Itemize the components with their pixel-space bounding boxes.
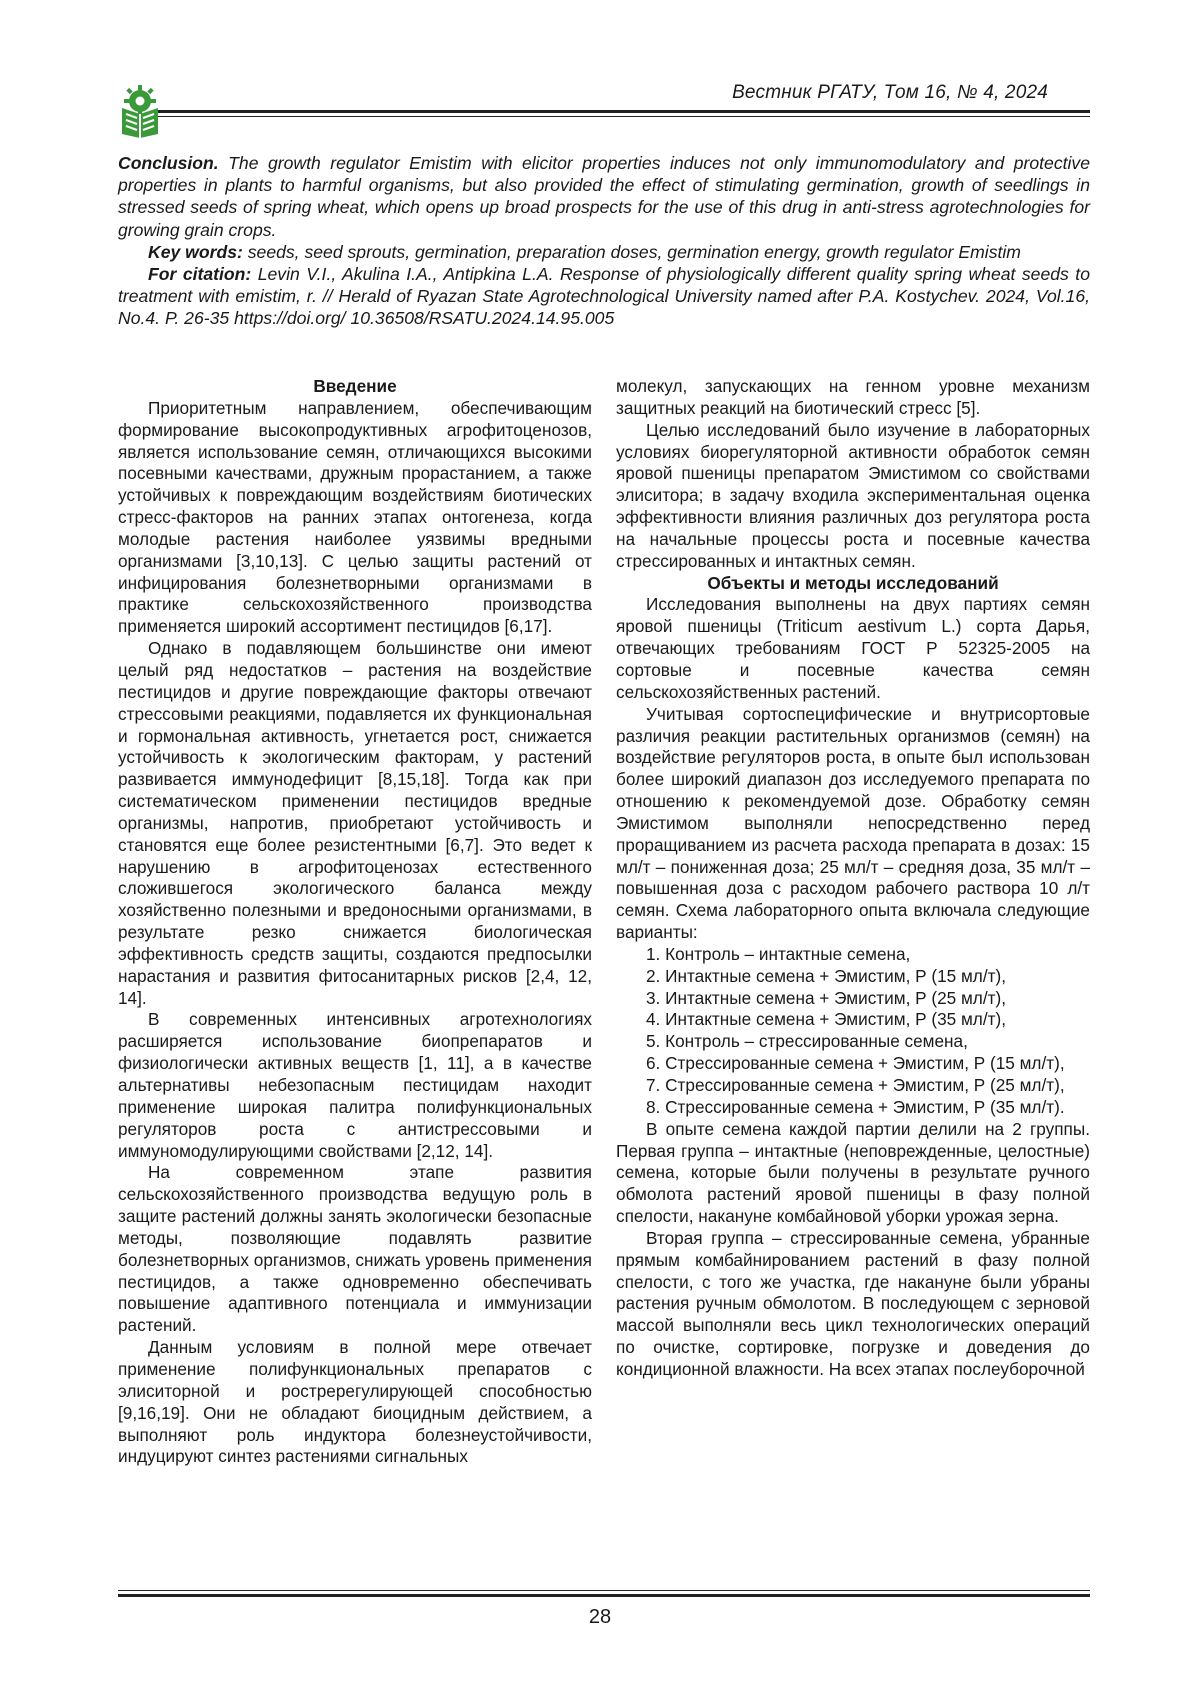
- citation: [118, 263, 1090, 330]
- conclusion-text: The growth regulator Emistim with elicitor properties induces not only immunomodulatory and protective properties in plants to harmful organisms, but also provided the effect of stimulating germination, growth of seedlings in stressed seeds of spring wheat, which opens up broad prospects for the use of this drug in anti-stress agrotechnologies for growing grain crops.: [118, 153, 1090, 240]
- list-item: 8. Стрессированные семена + Эмистим, Р (35 мл/т).: [646, 1096, 1065, 1117]
- paragraph: На современном этапе развития сельскохозяйственного производства ведущую роль в защите растений должны занять экологически безопасные методы, позволяющие подавлять развитие болезнетворных организмов, снижать уровень применения пестицидов, а также одновременно обеспечивать повышение адаптивного потенциала и иммунизации растений.: [118, 1162, 592, 1336]
- right-column: [616, 376, 1090, 1381]
- page-number: 28: [588, 1606, 612, 1628]
- list-item: 4. Интактные семена + Эмистим, Р (35 мл/т),: [646, 1009, 1006, 1030]
- keywords-text: seeds, seed sprouts, germination, preparation doses, germination energy, growth regulator Emistim: [242, 241, 1021, 262]
- section-heading-methods: Объекты и методы исследований: [707, 572, 999, 593]
- list-item: 5. Контроль – стрессированные семена,: [646, 1031, 968, 1052]
- footer-rule-thin: [118, 1590, 1090, 1591]
- citation-text: Levin V.I., Akulina I.A., Antipkina L.A. Response of physiologically different quality spring wheat seeds to treatment with emistim, r. // Herald of Ryazan State Agrotechnological University named after P.A. Kostychev. 2024, Vol.16, No.4. P. 26-35 https://doi.org/ 10.36508/RSATU.2024.14.95.005: [118, 264, 1090, 329]
- paragraph: Приоритетным направлением, обеспечивающим формирование высокопродуктивных агрофитоценозов, является использование семян, отличающихся высокими посевными качествами, дружным прорастанием, а также устойчивых к повреждающим воздействиям биотических стресс-факторов на ранних этапах онтогенеза, когда молодые растения наиболее уязвимы вредными организмами [3,10,13]. С целью защиты растений от инфицирования болезнетворными организмами в практике сельскохозяйственного производства применяется широкий ассортимент пестицидов [6,17].: [118, 397, 592, 637]
- header-rule-thin: [158, 116, 1090, 117]
- paragraph: Учитывая сортоспецифические и внутрисортовые различия реакции растительных организмов (семян) на воздействие регуляторов роста, в опыте был использован более широкий диапазон доз исследуемого препарата по отношению к рекомендуемой дозе. Обработку семян Эмистимом выполняли непосредственно перед проращиванием из расчета расхода препарата в дозах: 15 мл/т – пониженная доза; 25 мл/т – средняя доза, 35 мл/т – повышенная доза с расходом рабочего раствора 10 л/т семян. Схема лабораторного опыта включала следующие варианты:: [616, 703, 1090, 943]
- header-rule: [158, 110, 1090, 113]
- conclusion-label: Conclusion.: [118, 153, 219, 173]
- citation-label: For citation:: [148, 264, 252, 285]
- variant-list: [616, 944, 1090, 1119]
- conclusion: [118, 152, 1090, 241]
- paragraph: Однако в подавляющем большинстве они имеют целый ряд недостатков – растения на воздействие пестицидов и другие повреждающие факторы отвечают стрессовыми реакциями, подавляется их функциональная и гормональная активность, угнетается рост, снижается устойчивость к экологическим факторам, у растений развивается иммунодефицит [8,15,18]. Тогда как при систематическом применении пестицидов вредные организмы, напротив, приобретают устойчивость и становятся еще более резистентными [6,7]. Это ведет к нарушению в агрофитоценозах естественного сложившегося экологического баланса между хозяйственно полезными и вредоносными организмами, в результате резко снижается биологическая эффективность средств защиты, создаются предпосылки нарастания и развития фитосанитарных рисков [2,4, 12, 14].: [118, 638, 592, 1008]
- journal-title: Вестник РГАТУ, Том 16, № 4, 2024: [732, 82, 1048, 103]
- list-item: 3. Интактные семена + Эмистим, Р (25 мл/т),: [646, 987, 1006, 1008]
- section-heading-introduction: Введение: [313, 376, 397, 396]
- paragraph: Исследования выполнены на двух партиях семян яровой пшеницы (Triticum aestivum L.) сорта Дарья, отвечающих требованиям ГОСТ Р 52325-2005 на сортовые и посевные качества семян сельскохозяйственных растений.: [616, 594, 1090, 702]
- book-gear-logo-icon: [118, 84, 162, 138]
- list-item: 1. Контроль – интактные семена,: [646, 943, 911, 964]
- paragraph: Вторая группа – стрессированные семена, убранные прямым комбайнированием растений в фазу полной спелости, с того же участка, где накануне были убраны растения ручным обмолотом. В последующем с зерновой массой выполняли весь цикл технологических операций по очистке, сортировке, погрузке и доведения до кондиционной влажности. На всех этапах послеуборочной: [616, 1227, 1090, 1379]
- english-abstract: [118, 152, 1090, 330]
- list-item: 7. Стрессированные семена + Эмистим, Р (25 мл/т),: [646, 1075, 1065, 1095]
- list-item: 2. Интактные семена + Эмистим, Р (15 мл/т),: [646, 965, 1006, 986]
- footer-rule: [118, 1594, 1090, 1597]
- paragraph: Целью исследований было изучение в лабораторных условиях биорегуляторной активности обработок семян яровой пшеницы препаратом Эмистимом со свойствами элиситора; в задачу входила экспериментальная оценка эффективности влияния различных доз регулятора роста на начальные процессы роста и посевные качества стрессированных и интактных семян.: [616, 419, 1090, 571]
- list-item: 6. Стрессированные семена + Эмистим, Р (15 мл/т),: [646, 1053, 1065, 1074]
- paragraph: Данным условиям в полной мере отвечает применение полифункциональных препаратов с элиситорной и ростререгулирующей способностью [9,16,19]. Они не обладают биоцидным действием, а выполняют роль индуктора болезнеустойчивости, индуцируют синтез растениями сигнальных: [118, 1337, 592, 1467]
- paragraph: В опыте семена каждой партии делили на 2 группы. Первая группа – интактные (неповрежденные, целостные) семена, которые были получены в результате ручного обмолота растений яровой пшеницы в фазу полной спелости, накануне комбайновой уборки урожая зерна.: [616, 1118, 1090, 1227]
- keywords-label: Key words:: [148, 241, 243, 262]
- left-column: [118, 376, 592, 1468]
- paragraph: молекул, запускающих на генном уровне механизм защитных реакций на биотический стресс [5].: [616, 376, 1090, 418]
- page-header: [118, 76, 1090, 142]
- keywords: [118, 241, 1090, 263]
- paragraph: В современных интенсивных агротехнологиях расширяется использование биопрепаратов и физиологически активных веществ [1, 11], а в качестве альтернативы небезопасным пестицидам находит применение широкая палитра полифункциональных регуляторов роста с антистрессовыми и иммуномодулирующими свойствами [2,12, 14].: [118, 1009, 592, 1161]
